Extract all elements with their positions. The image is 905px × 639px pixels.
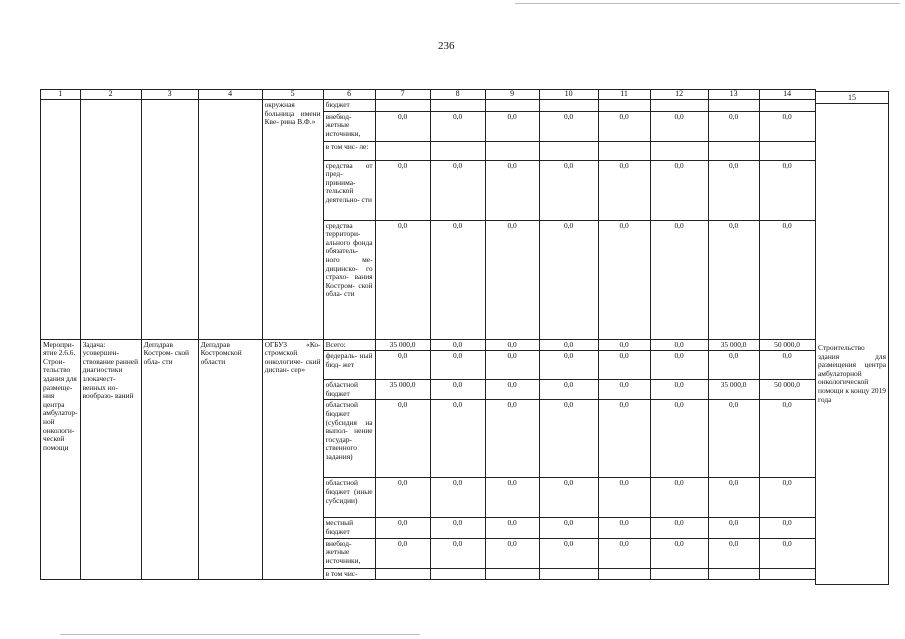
- cell-source: областной бюджет (субсидия на выпол- нение государ- ственного задания): [323, 400, 375, 478]
- cell-value: 0,0: [708, 538, 759, 568]
- cell-value: 35 000,0: [708, 380, 759, 400]
- col-header: 7: [375, 90, 430, 100]
- cell-value: [539, 141, 598, 160]
- cell-value: [375, 100, 430, 112]
- cell-value: 0,0: [430, 160, 485, 220]
- cell-source: внебюд- жетные источники,: [323, 538, 375, 568]
- cell-value: [375, 141, 430, 160]
- cell-value: [539, 568, 598, 580]
- cell-value: 0,0: [759, 111, 815, 141]
- cell-value: 0,0: [598, 111, 650, 141]
- scan-artifact-bottom: [60, 634, 420, 635]
- col-header: 3: [141, 90, 198, 100]
- cell-value: 0,0: [650, 160, 708, 220]
- cell-empty: [80, 100, 141, 340]
- cell-value: 0,0: [650, 478, 708, 518]
- cell-value: [430, 100, 485, 112]
- col-header: 11: [598, 90, 650, 100]
- cell-value: 0,0: [375, 351, 430, 380]
- cell-value: 0,0: [539, 160, 598, 220]
- col-header: 15: [816, 92, 888, 104]
- cell-value: [708, 100, 759, 112]
- cell-value: 0,0: [430, 538, 485, 568]
- col-header: 13: [708, 90, 759, 100]
- cell-value: 0,0: [708, 160, 759, 220]
- cell-value: 0,0: [375, 400, 430, 478]
- cell-value: 0,0: [759, 538, 815, 568]
- cell-institution: ОГБУЗ «Ко- стромской онкологиче- ский диспан- сер»: [262, 339, 323, 580]
- cell-source: федераль- ный бюд- жет: [323, 351, 375, 380]
- cell-value: 0,0: [485, 518, 539, 538]
- cell-value: 0,0: [708, 478, 759, 518]
- cell-value: 0,0: [650, 518, 708, 538]
- col-header: 12: [650, 90, 708, 100]
- cell-source: Всего:: [323, 339, 375, 351]
- cell-task: Задача: усовершен- ствование ранней диагностики злокачест- венных но- вообразо- ваний: [80, 339, 141, 580]
- cell-value: 0,0: [650, 339, 708, 351]
- cell-value: 0,0: [708, 111, 759, 141]
- cell-source: областной бюджет (иные субсидии): [323, 478, 375, 518]
- cell-value: 0,0: [650, 400, 708, 478]
- cell-value: [759, 141, 815, 160]
- cell-value: 0,0: [759, 220, 815, 339]
- cell-value: 0,0: [759, 400, 815, 478]
- cell-value: [485, 568, 539, 580]
- cell-value: 0,0: [708, 518, 759, 538]
- col-header: 4: [198, 90, 262, 100]
- cell-value: 0,0: [598, 518, 650, 538]
- page-number: 236: [438, 40, 455, 52]
- cell-institution: окружная больница имени Кве- рина В.Ф.»: [262, 100, 323, 340]
- cell-source: местный бюджет: [323, 518, 375, 538]
- cell-value: [430, 141, 485, 160]
- table-row: [41, 100, 816, 112]
- col-header: 1: [41, 90, 81, 100]
- cell-coordinator: Депздрав Костром- ской обла- сти: [141, 339, 198, 580]
- cell-value: 35 000,0: [375, 339, 430, 351]
- cell-value: 50 000,0: [759, 380, 815, 400]
- cell-empty: [141, 100, 198, 340]
- col-header: 8: [430, 90, 485, 100]
- cell-value: 0,0: [430, 351, 485, 380]
- cell-value: 0,0: [708, 351, 759, 380]
- cell-value: 0,0: [485, 339, 539, 351]
- cell-value: [375, 568, 430, 580]
- cell-value: 0,0: [539, 478, 598, 518]
- cell-source: в том чис- ле:: [323, 141, 375, 160]
- col-header: 5: [262, 90, 323, 100]
- cell-value: 0,0: [430, 380, 485, 400]
- column-15: [815, 91, 889, 585]
- cell-value: 0,0: [598, 478, 650, 518]
- cell-value: 0,0: [539, 518, 598, 538]
- scan-artifact-top: [515, 3, 900, 4]
- cell-value: [759, 100, 815, 112]
- cell-value: 0,0: [650, 111, 708, 141]
- cell-value: 0,0: [375, 518, 430, 538]
- cell-value: [650, 141, 708, 160]
- cell-value: 0,0: [485, 220, 539, 339]
- cell-executor: Депздрав Костромской области: [198, 339, 262, 580]
- cell-value: [539, 100, 598, 112]
- cell-value: 0,0: [539, 351, 598, 380]
- col-header: 9: [485, 90, 539, 100]
- cell-source: бюджет: [323, 100, 375, 112]
- cell-value: 0,0: [430, 478, 485, 518]
- cell-value: 0,0: [598, 380, 650, 400]
- cell-value: [598, 141, 650, 160]
- cell-value: 0,0: [598, 351, 650, 380]
- cell-value: [759, 568, 815, 580]
- cell-value: 0,0: [759, 160, 815, 220]
- cell-value: [708, 568, 759, 580]
- cell-value: 0,0: [759, 478, 815, 518]
- cell-value: 0,0: [485, 380, 539, 400]
- cell-value: 0,0: [430, 111, 485, 141]
- cell-value: 0,0: [650, 538, 708, 568]
- cell-value: [650, 568, 708, 580]
- cell-source: областной бюджет: [323, 380, 375, 400]
- cell-source: средства территори- ального фонда обязатель- ного ме- дицинско- го страхо- вания Костром- ской обла- сти: [323, 220, 375, 339]
- cell-value: 0,0: [598, 220, 650, 339]
- cell-value: 0,0: [485, 111, 539, 141]
- cell-source: в том чис-: [323, 568, 375, 580]
- col-header: 14: [759, 90, 815, 100]
- table-row: [41, 339, 816, 351]
- cell-value: [708, 141, 759, 160]
- cell-value: 0,0: [650, 351, 708, 380]
- col-header: 10: [539, 90, 598, 100]
- cell-value: 0,0: [708, 220, 759, 339]
- cell-empty: [198, 100, 262, 340]
- cell-value: 0,0: [375, 478, 430, 518]
- cell-value: 0,0: [539, 220, 598, 339]
- cell-value: 0,0: [598, 538, 650, 568]
- cell-value: 35 000,0: [708, 339, 759, 351]
- cell-value: 0,0: [650, 220, 708, 339]
- cell-value: 0,0: [539, 339, 598, 351]
- cell-result: Строительство здания для размещения центра амбулаторной онкологической помощи к концу 2019 года: [818, 343, 886, 404]
- cell-value: 0,0: [375, 160, 430, 220]
- cell-value: 0,0: [375, 538, 430, 568]
- cell-value: 0,0: [539, 538, 598, 568]
- cell-value: 0,0: [430, 518, 485, 538]
- cell-value: 0,0: [650, 380, 708, 400]
- cell-value: 0,0: [539, 380, 598, 400]
- cell-value: 0,0: [598, 400, 650, 478]
- cell-value: 0,0: [485, 478, 539, 518]
- cell-value: [485, 100, 539, 112]
- cell-value: 0,0: [430, 339, 485, 351]
- cell-empty: [41, 100, 81, 340]
- cell-value: 50 000,0: [759, 339, 815, 351]
- cell-source: средства от пред- принима- тельской деятельно- сти: [323, 160, 375, 220]
- cell-value: [598, 100, 650, 112]
- cell-value: [650, 100, 708, 112]
- cell-value: 0,0: [485, 400, 539, 478]
- col-header: 2: [80, 90, 141, 100]
- cell-value: [598, 568, 650, 580]
- cell-value: 0,0: [485, 538, 539, 568]
- cell-value: 0,0: [708, 400, 759, 478]
- cell-value: [485, 141, 539, 160]
- cell-value: 0,0: [375, 111, 430, 141]
- cell-value: 0,0: [759, 518, 815, 538]
- budget-table: [40, 89, 816, 580]
- header-row: [41, 90, 816, 100]
- cell-measure: Меропри- ятие 2.6.6. Строи- тельство здания для размеще- ния центра амбулатор- ной онкологи- ческой помощи: [41, 339, 81, 580]
- cell-value: 0,0: [598, 160, 650, 220]
- cell-value: 0,0: [759, 351, 815, 380]
- cell-value: 35 000,0: [375, 380, 430, 400]
- cell-value: 0,0: [375, 220, 430, 339]
- cell-source: внебюд- жетные источники,: [323, 111, 375, 141]
- cell-value: 0,0: [539, 400, 598, 478]
- col-header: 6: [323, 90, 375, 100]
- cell-value: [430, 568, 485, 580]
- cell-value: 0,0: [485, 160, 539, 220]
- cell-value: 0,0: [485, 351, 539, 380]
- cell-value: 0,0: [539, 111, 598, 141]
- cell-value: 0,0: [430, 400, 485, 478]
- cell-value: 0,0: [598, 339, 650, 351]
- cell-value: 0,0: [430, 220, 485, 339]
